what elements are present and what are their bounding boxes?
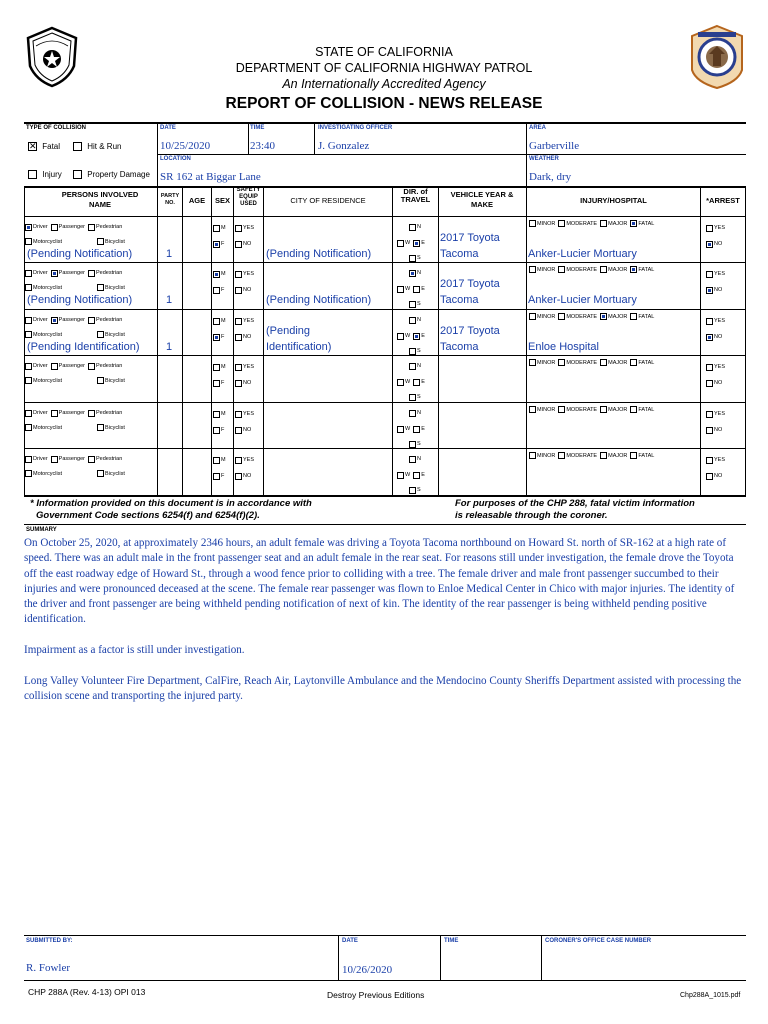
persons-role-group: Driver Passenger Pedestrian Motorcyclist Bicyclist (25, 313, 157, 342)
safety-no-checkbox[interactable] (235, 334, 242, 341)
property-damage-checkbox[interactable] (73, 170, 82, 179)
sex-group: M F (213, 452, 229, 484)
dir-n-checkbox[interactable] (409, 456, 416, 463)
injury-group: MINOR MODERATE MAJOR FATAL (529, 313, 657, 320)
safety-group: YES NO (235, 452, 257, 484)
driver-checkbox[interactable] (25, 456, 32, 463)
safety-no-checkbox[interactable] (235, 427, 242, 434)
hit-run-checkbox[interactable] (73, 142, 82, 151)
date-value: 10/25/2020 (160, 140, 211, 152)
sex-m-checkbox[interactable] (213, 271, 220, 278)
arrest-group: YES NO (706, 313, 728, 345)
destroy-notice: Destroy Previous Editions (327, 990, 425, 1000)
submitted-by-value: R. Fowler (26, 962, 70, 974)
driver-checkbox[interactable] (25, 270, 32, 277)
dir-w-checkbox[interactable] (397, 286, 404, 293)
injury-group: MINOR MODERATE MAJOR FATAL (529, 266, 657, 273)
passenger-checkbox[interactable] (51, 456, 58, 463)
city-of-residence: (Pending Notification) (266, 294, 372, 306)
bicyclist-checkbox[interactable] (97, 424, 104, 431)
safety-yes-checkbox[interactable] (235, 271, 242, 278)
direction-group: N W E S (397, 220, 439, 266)
injury-group: MINOR MODERATE MAJOR FATAL (529, 406, 657, 413)
vehicle-make: Tacoma (440, 341, 479, 353)
dir-n-checkbox[interactable] (409, 224, 416, 231)
summary-paragraph: Impairment as a factor is still under investigation. (24, 644, 245, 657)
sex-m-checkbox[interactable] (213, 318, 220, 325)
arrest-no-checkbox[interactable] (706, 241, 713, 248)
sex-m-checkbox[interactable] (213, 364, 220, 371)
arrest-no-checkbox[interactable] (706, 427, 713, 434)
col-injury-header: INJURY/HOSPITAL (580, 196, 647, 205)
sex-group: M F (213, 406, 229, 438)
arrest-group: YES NO (706, 220, 728, 252)
direction-group: N W E S (397, 452, 439, 498)
state-heading: STATE OF CALIFORNIA (315, 45, 453, 59)
sex-f-checkbox[interactable] (213, 427, 220, 434)
dir-s-checkbox[interactable] (409, 487, 416, 494)
pedestrian-checkbox[interactable] (88, 456, 95, 463)
injury-fatal-checkbox[interactable] (630, 452, 637, 459)
dir-e-checkbox[interactable] (413, 426, 420, 433)
agency-tagline: An Internationally Accredited Agency (282, 77, 486, 91)
type-property-option[interactable]: Property Damage (73, 170, 150, 179)
direction-group: N W E S (397, 266, 439, 312)
type-fatal-option[interactable]: ✕ Fatal (29, 141, 61, 152)
pedestrian-checkbox[interactable] (88, 317, 95, 324)
dir-w-checkbox[interactable] (397, 379, 404, 386)
col-safety-header: SAFETY EQUIP USED (236, 187, 261, 207)
persons-role-group: Driver Passenger Pedestrian Motorcyclist Bicyclist (25, 359, 157, 388)
col-arrest-header: *ARREST (706, 196, 740, 205)
department-heading: DEPARTMENT OF CALIFORNIA HIGHWAY PATROL (235, 61, 533, 75)
dir-n-checkbox[interactable] (409, 317, 416, 324)
arrest-no-checkbox[interactable] (706, 287, 713, 294)
submitted-by-label: SUBMITTED BY: (26, 938, 73, 944)
time-value: 23:40 (250, 140, 276, 152)
col-persons-header: PERSONS INVOLVED NAME (61, 190, 139, 209)
footer-date-label: DATE (342, 938, 358, 944)
vehicle-year: 2017 Toyota (440, 278, 500, 290)
sex-f-checkbox[interactable] (213, 473, 220, 480)
officer-value: J. Gonzalez (318, 140, 370, 152)
injury-minor-checkbox[interactable] (529, 406, 536, 413)
coroner-case-label: CORONER'S OFFICE CASE NUMBER (545, 938, 652, 944)
vehicle-make: Tacoma (440, 294, 479, 306)
dir-w-checkbox[interactable] (397, 472, 404, 479)
dir-e-checkbox[interactable] (413, 333, 420, 340)
person-name: (Pending Identification) (27, 341, 140, 353)
type-of-collision-label: TYPE OF COLLISION (26, 125, 87, 131)
passenger-checkbox[interactable] (51, 270, 58, 277)
motorcyclist-checkbox[interactable] (25, 424, 32, 431)
party-number: 1 (166, 248, 173, 260)
sex-m-checkbox[interactable] (213, 457, 220, 464)
arrest-yes-checkbox[interactable] (706, 318, 713, 325)
motorcyclist-checkbox[interactable] (25, 470, 32, 477)
sex-group: M F (213, 359, 229, 391)
col-party-header: PARTY NO. (160, 193, 180, 206)
area-label: AREA (529, 125, 547, 131)
injury-major-checkbox[interactable] (600, 359, 607, 366)
dir-e-checkbox[interactable] (413, 286, 420, 293)
vehicle-year: 2017 Toyota (440, 232, 500, 244)
passenger-checkbox[interactable] (51, 224, 58, 231)
injury-minor-checkbox[interactable] (529, 313, 536, 320)
dir-s-checkbox[interactable] (409, 255, 416, 262)
dir-s-checkbox[interactable] (409, 394, 416, 401)
sex-f-checkbox[interactable] (213, 334, 220, 341)
dir-s-checkbox[interactable] (409, 441, 416, 448)
passenger-checkbox[interactable] (51, 317, 58, 324)
safety-group: YES NO (235, 220, 257, 252)
arrest-group: YES NO (706, 359, 728, 391)
injury-major-checkbox[interactable] (600, 220, 607, 227)
dir-e-checkbox[interactable] (413, 379, 420, 386)
direction-group: N W E S (397, 359, 439, 405)
party-number: 1 (166, 341, 173, 353)
passenger-checkbox[interactable] (51, 363, 58, 370)
fatal-checkbox[interactable]: ✕ (29, 141, 37, 152)
sex-m-checkbox[interactable] (213, 225, 220, 232)
motorcyclist-checkbox[interactable] (25, 377, 32, 384)
safety-yes-checkbox[interactable] (235, 457, 242, 464)
passenger-checkbox[interactable] (51, 410, 58, 417)
weather-value: Dark, dry (529, 171, 572, 183)
injury-major-checkbox[interactable] (600, 406, 607, 413)
city-of-residence-cont: Identification) (266, 341, 332, 353)
col-vehicle-header: VEHICLE YEAR & MAKE (450, 190, 514, 209)
injury-checkbox[interactable] (28, 170, 37, 179)
time-label: TIME (250, 125, 265, 131)
city-of-residence: (Pending (266, 325, 311, 337)
location-label: LOCATION (160, 156, 191, 162)
dir-w-checkbox[interactable] (397, 240, 404, 247)
person-name: (Pending Notification) (27, 294, 133, 306)
injury-fatal-checkbox[interactable] (630, 359, 637, 366)
report-title: REPORT OF COLLISION - NEWS RELEASE (225, 95, 543, 112)
pedestrian-checkbox[interactable] (88, 224, 95, 231)
injury-moderate-checkbox[interactable] (558, 406, 565, 413)
sex-f-checkbox[interactable] (213, 241, 220, 248)
pedestrian-checkbox[interactable] (88, 410, 95, 417)
injury-group: MINOR MODERATE MAJOR FATAL (529, 359, 657, 366)
persons-role-group: Driver Passenger Pedestrian Motorcyclist Bicyclist (25, 266, 157, 295)
dir-w-checkbox[interactable] (397, 426, 404, 433)
injury-group: MINOR MODERATE MAJOR FATAL (529, 220, 657, 227)
safety-group: YES NO (235, 406, 257, 438)
bicyclist-checkbox[interactable] (97, 377, 104, 384)
safety-yes-checkbox[interactable] (235, 318, 242, 325)
hospital: Enloe Hospital (528, 341, 599, 353)
dir-n-checkbox[interactable] (409, 410, 416, 417)
city-of-residence: (Pending Notification) (266, 248, 372, 260)
pedestrian-checkbox[interactable] (88, 363, 95, 370)
dir-s-checkbox[interactable] (409, 348, 416, 355)
date-label: DATE (160, 125, 176, 131)
safety-no-checkbox[interactable] (235, 241, 242, 248)
motorcyclist-checkbox[interactable] (25, 284, 32, 291)
injury-moderate-checkbox[interactable] (558, 266, 565, 273)
injury-major-checkbox[interactable] (600, 313, 607, 320)
arrest-no-checkbox[interactable] (706, 473, 713, 480)
col-city-header: CITY OF RESIDENCE (290, 196, 366, 205)
hospital: Anker-Lucier Mortuary (528, 294, 637, 306)
driver-checkbox[interactable] (25, 224, 32, 231)
area-value: Garberville (529, 140, 580, 152)
party-number: 1 (166, 294, 173, 306)
location-value: SR 162 at Biggar Lane (160, 171, 261, 183)
direction-group: N W E S (397, 313, 439, 359)
injury-fatal-checkbox[interactable] (630, 313, 637, 320)
sex-f-checkbox[interactable] (213, 380, 220, 387)
dir-s-checkbox[interactable] (409, 301, 416, 308)
injury-minor-checkbox[interactable] (529, 359, 536, 366)
persons-role-group: Driver Passenger Pedestrian Motorcyclist Bicyclist (25, 452, 157, 481)
bicyclist-checkbox[interactable] (97, 470, 104, 477)
form-id: CHP 288A (Rev. 4-13) OPI 013 (28, 987, 146, 997)
sex-m-checkbox[interactable] (213, 411, 220, 418)
safety-group: YES NO (235, 266, 257, 298)
type-hit-run-option[interactable]: Hit & Run (73, 142, 121, 151)
injury-major-checkbox[interactable] (600, 452, 607, 459)
arrest-no-checkbox[interactable] (706, 380, 713, 387)
arrest-group: YES NO (706, 266, 728, 298)
injury-fatal-checkbox[interactable] (630, 220, 637, 227)
bicyclist-checkbox[interactable] (97, 238, 104, 245)
weather-label: WEATHER (529, 156, 559, 162)
motorcyclist-checkbox[interactable] (25, 238, 32, 245)
injury-moderate-checkbox[interactable] (558, 313, 565, 320)
hospital: Anker-Lucier Mortuary (528, 248, 637, 260)
arrest-yes-checkbox[interactable] (706, 411, 713, 418)
safety-no-checkbox[interactable] (235, 287, 242, 294)
safety-yes-checkbox[interactable] (235, 411, 242, 418)
dir-n-checkbox[interactable] (409, 270, 416, 277)
safety-group: YES NO (235, 359, 257, 391)
footer-time-label: TIME (444, 938, 459, 944)
sex-f-checkbox[interactable] (213, 287, 220, 294)
pedestrian-checkbox[interactable] (88, 270, 95, 277)
persons-role-group: Driver Passenger Pedestrian Motorcyclist Bicyclist (25, 220, 157, 249)
arrest-no-checkbox[interactable] (706, 334, 713, 341)
type-injury-option[interactable]: Injury (28, 170, 62, 179)
safety-no-checkbox[interactable] (235, 473, 242, 480)
driver-checkbox[interactable] (25, 410, 32, 417)
safety-yes-checkbox[interactable] (235, 364, 242, 371)
sex-group: M F (213, 313, 229, 345)
injury-moderate-checkbox[interactable] (558, 452, 565, 459)
injury-moderate-checkbox[interactable] (558, 359, 565, 366)
footer-date-value: 10/26/2020 (342, 964, 393, 976)
dir-e-checkbox[interactable] (413, 472, 420, 479)
officer-label: INVESTIGATING OFFICER (318, 125, 393, 131)
driver-checkbox[interactable] (25, 317, 32, 324)
injury-major-checkbox[interactable] (600, 266, 607, 273)
dir-n-checkbox[interactable] (409, 363, 416, 370)
bicyclist-checkbox[interactable] (97, 284, 104, 291)
col-dir-header: DIR. of TRAVEL (400, 187, 431, 204)
driver-checkbox[interactable] (25, 363, 32, 370)
arrest-yes-checkbox[interactable] (706, 271, 713, 278)
file-name: Chp288A_1015.pdf (680, 992, 741, 999)
sex-group: M F (213, 220, 229, 252)
arrest-group: YES NO (706, 406, 728, 438)
injury-minor-checkbox[interactable] (529, 220, 536, 227)
arrest-yes-checkbox[interactable] (706, 364, 713, 371)
vehicle-make: Tacoma (440, 248, 479, 260)
sex-group: M F (213, 266, 229, 298)
arrest-yes-checkbox[interactable] (706, 457, 713, 464)
safety-group: YES NO (235, 313, 257, 345)
dir-w-checkbox[interactable] (397, 333, 404, 340)
summary-label: SUMMARY (26, 527, 57, 533)
injury-minor-checkbox[interactable] (529, 266, 536, 273)
dir-e-checkbox[interactable] (413, 240, 420, 247)
government-code-note: * Information provided on this document is in accordance with Government Code sections 6254(f) and 6254(f)(2). (30, 498, 312, 521)
bicyclist-checkbox[interactable] (97, 331, 104, 338)
arrest-group: YES NO (706, 452, 728, 484)
injury-minor-checkbox[interactable] (529, 452, 536, 459)
vehicle-year: 2017 Toyota (440, 325, 500, 337)
coroner-release-note: For purposes of the CHP 288, fatal victim information is releasable through the coroner. (455, 498, 695, 521)
col-age-header: AGE (188, 196, 206, 205)
arrest-yes-checkbox[interactable] (706, 225, 713, 232)
summary-paragraph: Long Valley Volunteer Fire Department, CalFire, Reach Air, Laytonville Ambulance and the Mendocino County Sheriffs Department assisted with processing the collision scene and transporting the injured party. (24, 674, 742, 702)
injury-fatal-checkbox[interactable] (630, 266, 637, 273)
motorcyclist-checkbox[interactable] (25, 331, 32, 338)
safety-no-checkbox[interactable] (235, 380, 242, 387)
injury-group: MINOR MODERATE MAJOR FATAL (529, 452, 657, 459)
persons-role-group: Driver Passenger Pedestrian Motorcyclist Bicyclist (25, 406, 157, 435)
summary-paragraph: On October 25, 2020, at approximately 2346 hours, an adult female was driving a Toyota Tacoma northbound on Howard St. north of SR-162 at a high rate of speed. There was an adult male in the front passenger seat and an adult female in the rear seat. For reasons still under investigation, the female drove the Toyota off the east roadway edge of Howard St., through a wood fence prior to colliding with a tree. The female driver and male front passenger succumbed to their injuries and were pronounced deceased at the scene. The female rear passenger was flown to Enloe Medical Center in Chico with major injuries. The identity of the driver and front passenger are being withheld pending notification of next of kin. The identity of the rear passenger is being withheld pending positive identification. (24, 537, 735, 626)
injury-moderate-checkbox[interactable] (558, 220, 565, 227)
summary-text (24, 536, 746, 720)
direction-group: N W E S (397, 406, 439, 452)
safety-yes-checkbox[interactable] (235, 225, 242, 232)
person-name: (Pending Notification) (27, 248, 133, 260)
col-sex-header: SEX (214, 196, 230, 205)
injury-fatal-checkbox[interactable] (630, 406, 637, 413)
